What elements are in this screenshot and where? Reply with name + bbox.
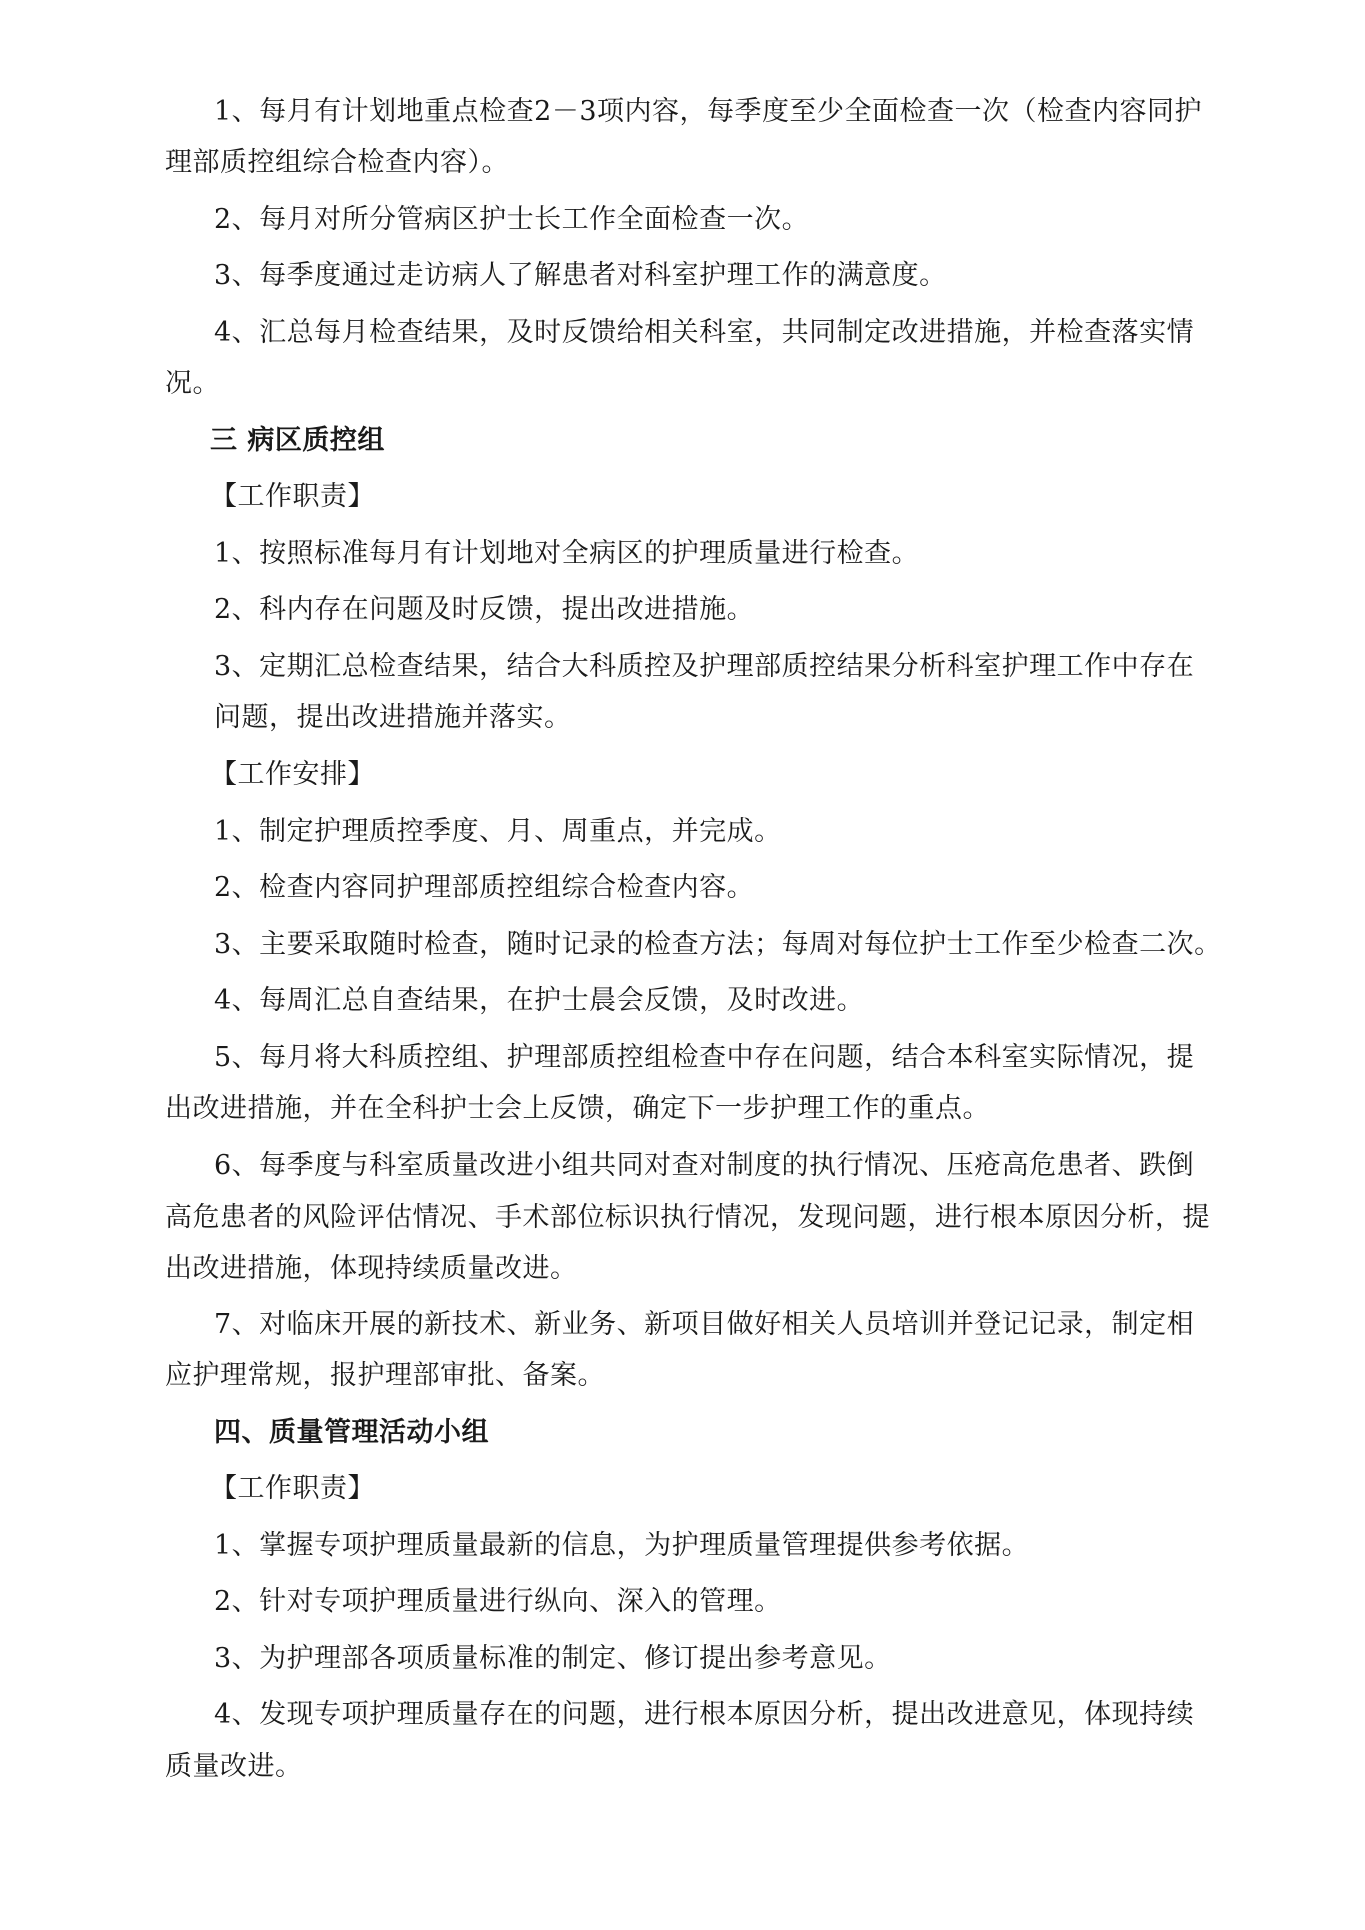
paragraph-line: 2、检查内容同护理部质控组综合检查内容。 xyxy=(214,872,755,903)
paragraph-line: 1、制定护理质控季度、月、周重点，并完成。 xyxy=(214,816,782,847)
paragraph-line: 4、发现专项护理质量存在的问题，进行根本原因分析，提出改进意见，体现持续 xyxy=(214,1699,1195,1730)
section-heading: 三 病区质控组 xyxy=(210,425,385,456)
paragraph-line: 1、按照标准每月有计划地对全病区的护理质量进行检查。 xyxy=(214,538,920,569)
paragraph-line: 1、每月有计划地重点检查2－3项内容，每季度至少全面检查一次（检查内容同护 xyxy=(214,96,1203,127)
paragraph-line: 4、每周汇总自查结果，在护士晨会反馈，及时改进。 xyxy=(214,985,865,1016)
paragraph-line: 理部质控组综合检查内容）。 xyxy=(165,147,509,178)
paragraph-line: 出改进措施，并在全科护士会上反馈，确定下一步护理工作的重点。 xyxy=(165,1093,990,1124)
paragraph-line: 4、汇总每月检查结果，及时反馈给相关科室，共同制定改进措施，并检查落实情 xyxy=(214,317,1195,348)
paragraph-line: 出改进措施，体现持续质量改进。 xyxy=(165,1253,578,1284)
subsection-label: 【工作职责】 xyxy=(210,1473,375,1504)
paragraph-line: 高危患者的风险评估情况、手术部位标识执行情况，发现问题，进行根本原因分析，提 xyxy=(165,1202,1210,1233)
paragraph-line: 应护理常规，报护理部审批、备案。 xyxy=(165,1360,605,1391)
paragraph-line: 6、每季度与科室质量改进小组共同对查对制度的执行情况、压疮高危患者、跌倒 xyxy=(214,1150,1195,1181)
paragraph-line: 3、主要采取随时检查，随时记录的检查方法；每周对每位护士工作至少检查二次。 xyxy=(214,929,1222,960)
paragraph-line: 问题，提出改进措施并落实。 xyxy=(214,702,572,733)
paragraph-line: 质量改进。 xyxy=(165,1751,303,1782)
paragraph-line: 7、对临床开展的新技术、新业务、新项目做好相关人员培训并登记记录，制定相 xyxy=(214,1309,1195,1340)
paragraph-line: 5、每月将大科质控组、护理部质控组检查中存在问题，结合本科室实际情况，提 xyxy=(214,1042,1195,1073)
paragraph-line: 3、为护理部各项质量标准的制定、修订提出参考意见。 xyxy=(214,1643,892,1674)
paragraph-line: 3、每季度通过走访病人了解患者对科室护理工作的满意度。 xyxy=(214,260,947,291)
section-heading: 四、质量管理活动小组 xyxy=(214,1417,489,1448)
paragraph-line: 2、针对专项护理质量进行纵向、深入的管理。 xyxy=(214,1586,782,1617)
subsection-label: 【工作安排】 xyxy=(210,759,375,790)
paragraph-line: 3、定期汇总检查结果，结合大科质控及护理部质控结果分析科室护理工作中存在 xyxy=(214,651,1195,682)
paragraph-line: 2、科内存在问题及时反馈，提出改进措施。 xyxy=(214,594,755,625)
paragraph-line: 况。 xyxy=(165,368,220,399)
paragraph-line: 2、每月对所分管病区护士长工作全面检查一次。 xyxy=(214,204,810,235)
paragraph-line: 1、掌握专项护理质量最新的信息，为护理质量管理提供参考依据。 xyxy=(214,1530,1030,1561)
subsection-label: 【工作职责】 xyxy=(210,481,375,512)
